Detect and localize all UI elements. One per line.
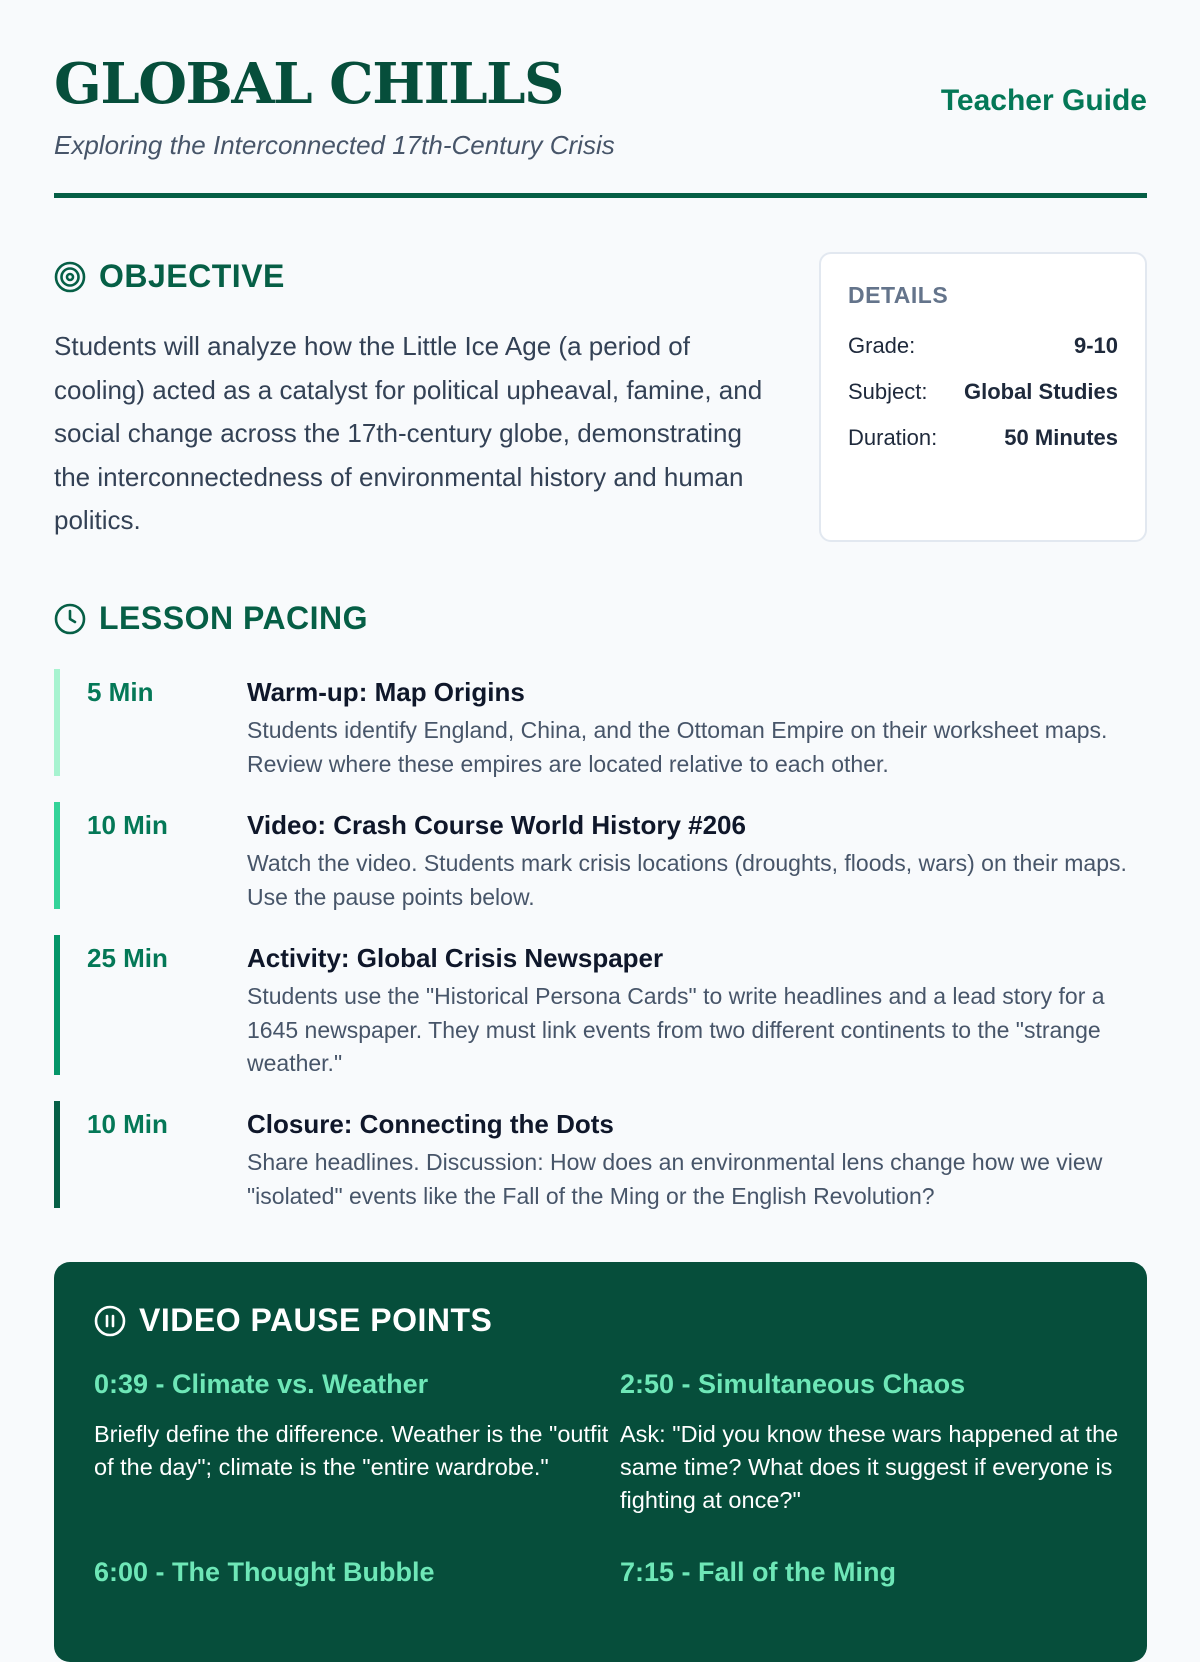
details-label: Duration:	[848, 425, 938, 450]
pause-point-title: 7:15 - Fall of the Ming	[620, 1557, 897, 1587]
details-label: Grade:	[848, 333, 916, 358]
objective-text: Students will analyze how the Little Ice Age (a period of cooling) acted as a catalyst for political upheaval, famine, and social change across the 17th-century globe, demonstrating the interconnectedness of environmental history and human politics.	[54, 331, 763, 535]
pause-points-grid	[94, 1369, 1119, 1606]
lesson-plan-page	[54, 0, 1147, 1587]
pause-circle-icon	[94, 1305, 126, 1337]
details-row-grade	[848, 323, 1118, 369]
pacing-time: 10 Min	[87, 1109, 168, 1139]
pacing-item-activity	[54, 935, 1147, 1075]
page-header	[54, 0, 1147, 198]
pacing-list	[54, 669, 1147, 1208]
details-heading: DETAILS	[848, 282, 949, 308]
pacing-bar	[54, 1101, 60, 1208]
pacing-title: Closure: Connecting the Dots	[247, 1109, 614, 1139]
pause-heading: VIDEO PAUSE POINTS	[139, 1302, 493, 1338]
details-row-subject	[848, 369, 1118, 415]
pacing-bar	[54, 802, 60, 909]
pacing-heading: LESSON PACING	[99, 600, 369, 636]
pacing-description: Watch the video. Students mark crisis locations (droughts, floods, wars) on their maps. Use the pause points below.	[247, 850, 1127, 910]
pause-point	[620, 1557, 1120, 1606]
pause-point	[94, 1557, 620, 1606]
pause-point-title: 2:50 - Simultaneous Chaos	[620, 1369, 966, 1399]
pacing-bar	[54, 669, 60, 776]
pacing-bar	[54, 935, 60, 1075]
pacing-item-video	[54, 802, 1147, 909]
video-pause-points-section	[54, 1262, 1147, 1662]
pacing-body	[247, 677, 1147, 776]
pacing-time: 10 Min	[87, 810, 168, 840]
details-label: Subject:	[848, 379, 928, 404]
pause-point-title: 0:39 - Climate vs. Weather	[94, 1369, 429, 1399]
details-value: Global Studies	[963, 379, 1118, 404]
pacing-title: Video: Crash Course World History #206	[247, 810, 746, 840]
page-title: GLOBAL CHILLS	[54, 51, 563, 117]
teacher-guide-link[interactable]: Teacher Guide	[940, 84, 1147, 117]
details-value: 50 Minutes	[1004, 425, 1118, 450]
pacing-time: 5 Min	[87, 677, 154, 707]
pacing-item-closure	[54, 1101, 1147, 1208]
objective-section	[54, 258, 774, 543]
pacing-body	[247, 943, 1147, 1075]
target-icon	[54, 261, 86, 293]
details-row-duration	[848, 415, 1118, 461]
pacing-time: 25 Min	[87, 943, 168, 973]
pause-point	[620, 1369, 1120, 1517]
pacing-body	[247, 810, 1147, 909]
pacing-item-warmup	[54, 669, 1147, 776]
pause-point-title: 6:00 - The Thought Bubble	[94, 1557, 435, 1587]
pacing-description: Students identify England, China, and the Ottoman Empire on their worksheet maps. Review where these empires are located relative to each other.	[247, 717, 1108, 777]
pause-point	[94, 1369, 620, 1517]
pause-point-description: Ask: "Did you know these wars happened at the same time? What does it suggest if everyone is fighting at once?"	[620, 1421, 1119, 1513]
page-subtitle: Exploring the Interconnected 17th-Century Crisis	[54, 130, 615, 160]
pacing-title: Warm-up: Map Origins	[247, 677, 525, 707]
pacing-body	[247, 1109, 1147, 1208]
pacing-description: Share headlines. Discussion: How does an environmental lens change how we view "isolated" events like the Fall of the Ming or the English Revolution?	[247, 1149, 1103, 1209]
pause-point-description: Briefly define the difference. Weather is the "outfit of the day"; climate is the "entire wardrobe."	[94, 1421, 609, 1480]
objective-heading-row	[54, 258, 774, 295]
details-card	[819, 252, 1147, 542]
objective-heading: OBJECTIVE	[99, 258, 285, 294]
pacing-heading-row	[54, 600, 1147, 637]
clock-icon	[54, 603, 86, 635]
lesson-pacing-section	[54, 600, 1147, 1208]
pacing-description: Students use the "Historical Persona Cards" to write headlines and a lead story for a 1645 newspaper. They must link events from two different continents to the "strange weather."	[247, 983, 1105, 1076]
pause-heading-row	[94, 1302, 1107, 1339]
details-value: 9-10	[1073, 333, 1118, 358]
pacing-title: Activity: Global Crisis Newspaper	[247, 943, 664, 973]
